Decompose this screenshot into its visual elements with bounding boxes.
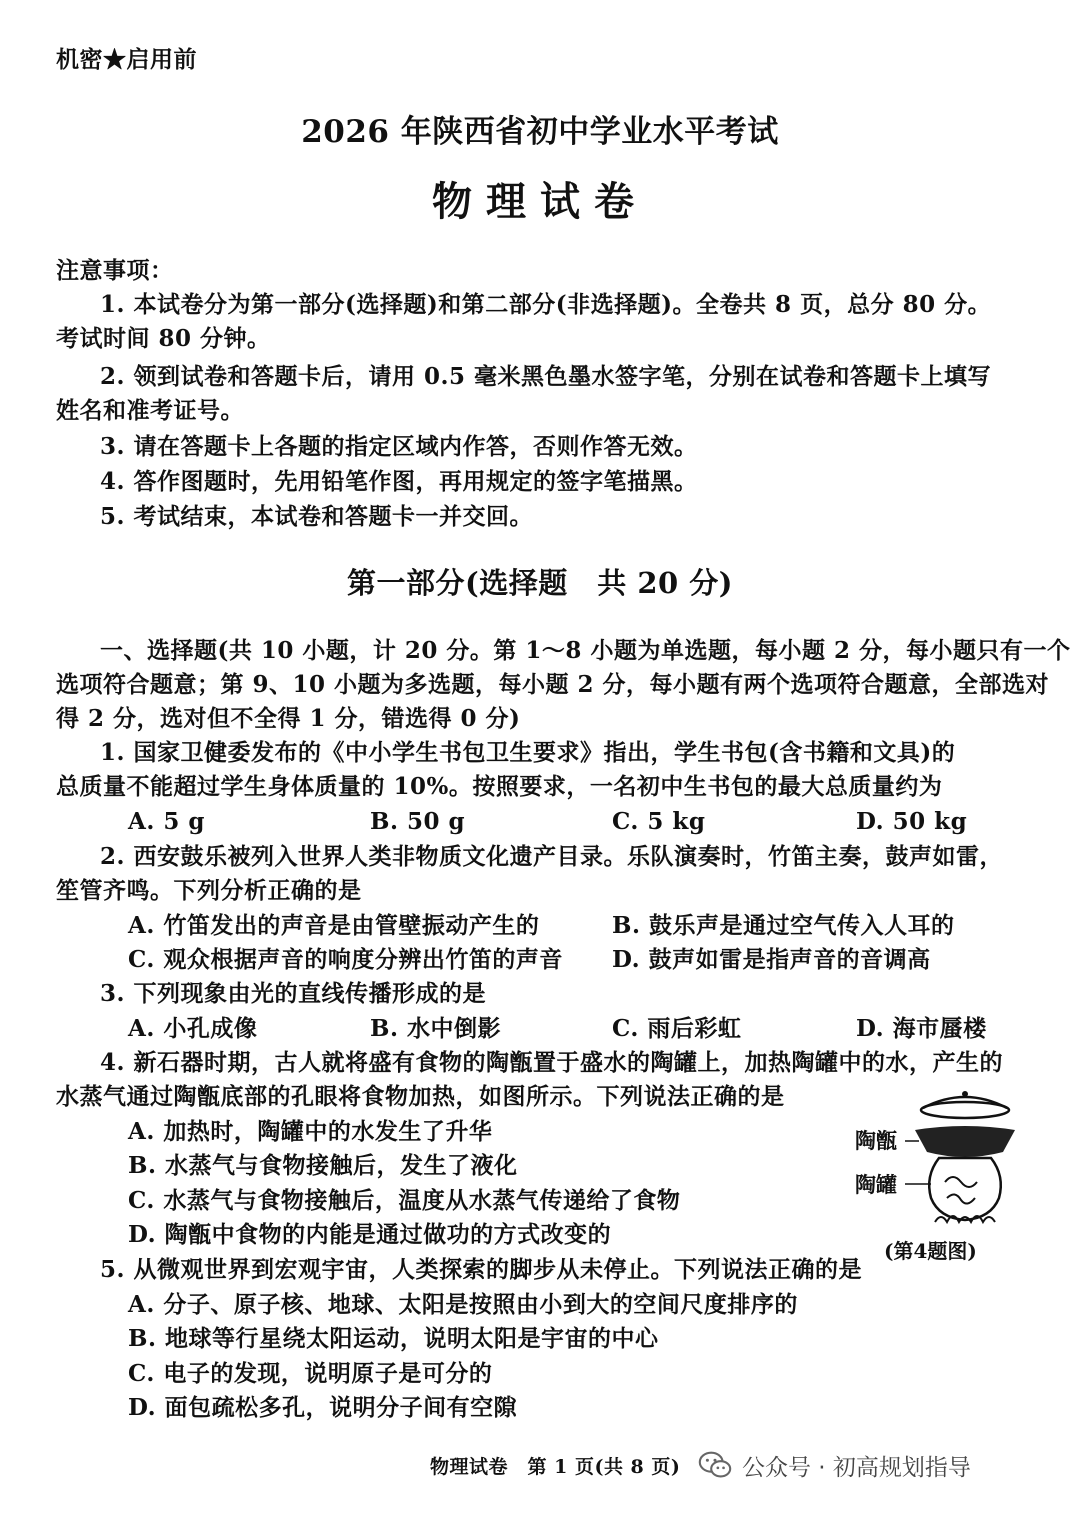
- question-2-stem: 笙管齐鸣。下列分析正确的是: [56, 877, 362, 904]
- option-c: C. 5 kg: [612, 808, 706, 835]
- option-a: A. 加热时，陶罐中的水发生了升华: [128, 1118, 493, 1145]
- figure-label-guan: 陶罐: [855, 1172, 897, 1197]
- option-d: D. 鼓声如雷是指声音的音调高: [612, 946, 931, 973]
- watermark: [696, 1446, 971, 1484]
- option-b: B. 地球等行星绕太阳运动，说明太阳是宇宙的中心: [128, 1325, 659, 1352]
- option-a: A. 小孔成像: [128, 1015, 258, 1042]
- option-d: D. 陶甑中食物的内能是通过做功的方式改变的: [128, 1221, 612, 1248]
- option-c: C. 雨后彩虹: [612, 1015, 742, 1042]
- question-3-stem: 3. 下列现象由光的直线传播形成的是: [100, 980, 487, 1007]
- option-d: D. 面包疏松多孔，说明分子间有空隙: [128, 1394, 518, 1421]
- note-line: 考试时间 80 分钟。: [56, 325, 271, 352]
- note-line: 5. 考试结束，本试卷和答题卡一并交回。: [100, 503, 534, 530]
- option-a: A. 竹笛发出的声音是由管壁振动产生的: [128, 912, 540, 939]
- question-1-stem: 总质量不能超过学生身体质量的 10%。按照要求，一名初中生书包的最大总质量约为: [56, 773, 943, 800]
- question-4-stem: 4. 新石器时期，古人就将盛有食物的陶甑置于盛水的陶罐上，加热陶罐中的水，产生的: [100, 1049, 1004, 1076]
- note-line: 4. 答作图题时，先用铅笔作图，再用规定的签字笔描黑。: [100, 468, 698, 495]
- confidential-mark: 机密★启用前: [56, 46, 197, 73]
- section-intro: 一、选择题(共 10 小题，计 20 分。第 1～8 小题为单选题，每小题 2 分，每小题只有一个: [100, 637, 1071, 664]
- option-d: D. 50 kg: [856, 808, 968, 835]
- page-footer: 物理试卷 第 1 页(共 8 页): [430, 1456, 681, 1478]
- note-line: 3. 请在答题卡上各题的指定区域内作答，否则作答无效。: [100, 433, 698, 460]
- option-b: B. 水蒸气与食物接触后，发生了液化: [128, 1152, 518, 1179]
- option-c: C. 观众根据声音的响度分辨出竹笛的声音: [128, 946, 563, 973]
- figure-caption: (第4题图): [884, 1239, 977, 1263]
- subject-title: 物理试卷: [432, 178, 648, 225]
- exam-title: 2026 年陕西省初中学业水平考试: [301, 114, 779, 150]
- note-line: 1. 本试卷分为第一部分(选择题)和第二部分(非选择题)。全卷共 8 页，总分 80 分。: [100, 291, 992, 318]
- note-line: 2. 领到试卷和答题卡后，请用 0.5 毫米黑色墨水签字笔，分别在试卷和答题卡上填写: [100, 363, 992, 390]
- question-4-stem: 水蒸气通过陶甑底部的孔眼将食物加热，如图所示。下列说法正确的是: [56, 1083, 785, 1110]
- wechat-icon: [696, 1446, 734, 1484]
- option-b: B. 水中倒影: [370, 1015, 501, 1042]
- watermark-text: 公众号 · 初高规划指导: [742, 1454, 971, 1481]
- option-c: C. 水蒸气与食物接触后，温度从水蒸气传递给了食物: [128, 1187, 681, 1214]
- option-c: C. 电子的发现，说明原子是可分的: [128, 1360, 493, 1387]
- question-5-stem: 5. 从微观世界到宏观宇宙，人类探索的脚步从未停止。下列说法正确的是: [100, 1256, 863, 1283]
- option-d: D. 海市蜃楼: [856, 1015, 987, 1042]
- figure-label-zeng: 陶甑: [855, 1128, 897, 1153]
- option-a: A. 分子、原子核、地球、太阳是按照由小到大的空间尺度排序的: [128, 1291, 798, 1318]
- notes-heading: 注意事项：: [56, 257, 174, 284]
- section-title: 第一部分(选择题 共 20 分): [347, 566, 733, 600]
- question-2-stem: 2. 西安鼓乐被列入世界人类非物质文化遗产目录。乐队演奏时，竹笛主奏，鼓声如雷，: [100, 843, 1004, 870]
- section-intro: 得 2 分，选对但不全得 1 分，错选得 0 分): [56, 705, 521, 732]
- note-line: 姓名和准考证号。: [56, 397, 244, 424]
- section-intro: 选项符合题意；第 9、10 小题为多选题，每小题 2 分，每小题有两个选项符合题意，全部选对: [56, 671, 1050, 698]
- option-b: B. 鼓乐声是通过空气传入人耳的: [612, 912, 955, 939]
- question-1-stem: 1. 国家卫健委发布的《中小学生书包卫生要求》指出，学生书包(含书籍和文具)的: [100, 739, 956, 766]
- option-b: B. 50 g: [370, 808, 466, 835]
- pottery-steamer-figure: [905, 1086, 1025, 1236]
- option-a: A. 5 g: [128, 808, 205, 835]
